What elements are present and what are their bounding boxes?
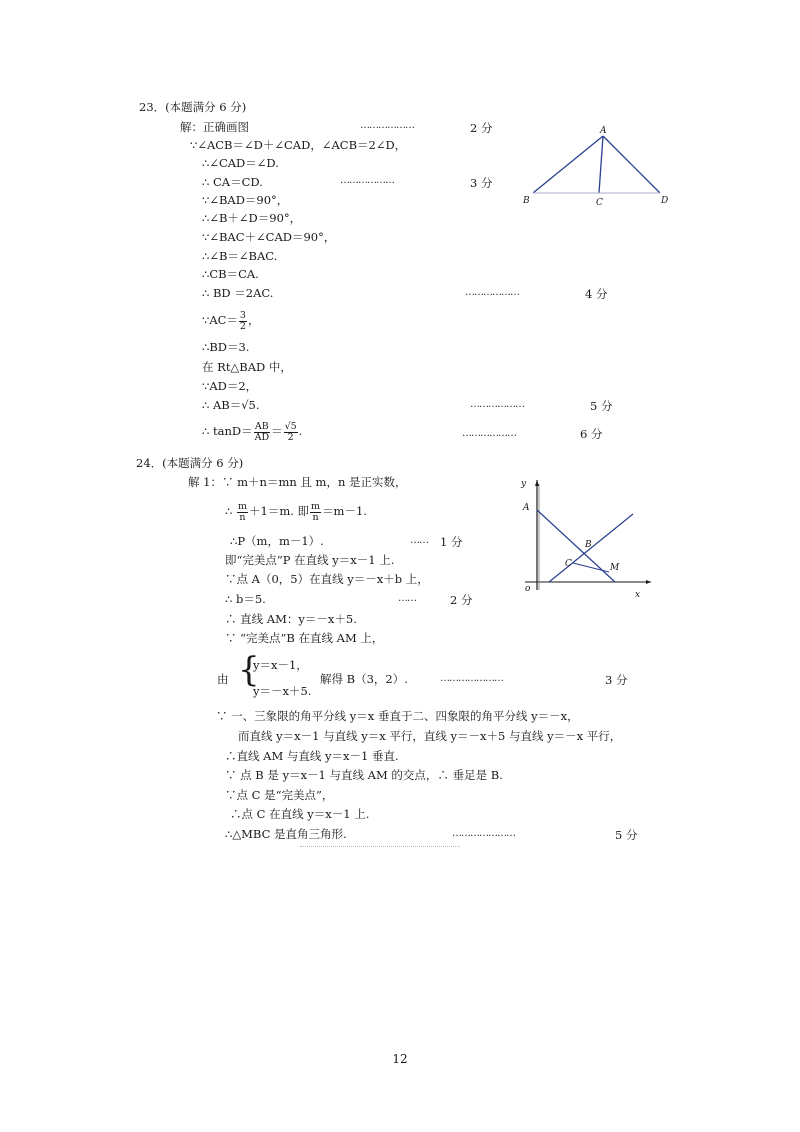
q23-line-tan: ∴ tanD＝ $\frac{AB}{AD}$ ＝ $\frac{√5}{2}$ .	[202, 420, 303, 443]
q23-line-4: ∵∠BAD＝90°，	[202, 193, 289, 207]
q23-line-11: ∴BD＝3.	[202, 340, 250, 354]
q23-line-5: ∴∠B＋∠D＝90°，	[202, 211, 302, 225]
q24-line-15: 而直线 y＝x－1 与直线 y＝x 平行，直线 y＝－x＋5 与直线 y＝－x 平行，	[238, 729, 622, 743]
q24-score-5: 5 分	[615, 828, 638, 842]
q24-line-18: ∵点 C 是“完美点”，	[225, 788, 334, 802]
q24-m-over-n-2: $\frac{m}{n}$	[311, 500, 321, 523]
q23-label-d: D	[661, 196, 669, 206]
q24-label-c: C	[565, 559, 572, 569]
q24-brace: {	[238, 650, 260, 690]
q24-you: 由	[217, 672, 229, 686]
q24-dots-3: …………………	[440, 673, 503, 684]
q24-m-over-n-1: $\frac{m}{n}$	[237, 500, 247, 523]
q23-triangle-figure	[515, 122, 675, 212]
q23-dots-1: ………………	[360, 120, 414, 131]
q23-segment-ac	[599, 136, 603, 193]
q23-line-solution: 解：正确画图	[180, 120, 249, 134]
q23-line-7: ∴∠B＝∠BAC.	[202, 249, 278, 263]
q24-eq-1: y＝x－1，	[253, 658, 308, 672]
q23-line-2: ∴∠CAD＝∠D.	[202, 156, 279, 170]
q24-segment-cm	[573, 563, 609, 572]
q23-score-5: 5 分	[590, 399, 613, 413]
q23-score-2: 2 分	[470, 121, 493, 135]
q24-coordinate-figure	[515, 476, 655, 600]
q24-dots-1: ……	[410, 535, 428, 546]
q23-dots-4: ………………	[470, 399, 524, 410]
q24-label-x: x	[635, 590, 641, 600]
q23-line-9: ∴ BD ＝2AC.	[202, 286, 274, 300]
q23-line-ac: ∵AC＝ $\frac{3}{2}$ ，	[202, 309, 260, 332]
q24-mn-result: ＝m－1.	[322, 504, 367, 518]
q24-dots-2: ……	[398, 593, 416, 604]
q24-label-b: B	[585, 540, 592, 550]
q24-line-19: ∴点 C 在直线 y＝x－1 上.	[230, 807, 370, 821]
q24-line-6: ∵点 A（0，5）在直线 y＝－x＋b 上，	[225, 572, 429, 586]
q24-header: 24．(本题满分 6 分)	[136, 456, 244, 470]
q23-line-12: 在 Rt△BAD 中，	[202, 360, 292, 374]
q24-label-y: y	[521, 479, 527, 489]
q23-line-8: ∴CB＝CA.	[202, 267, 259, 281]
q24-line-am	[537, 510, 615, 582]
q24-y-arrow	[535, 480, 539, 486]
q24-dots-4: …………………	[452, 828, 515, 839]
q24-therefore: ∴	[225, 504, 233, 518]
cutoff-line	[300, 846, 460, 851]
q23-header: 23．(本题满分 6 分)	[139, 100, 247, 114]
q23-tan-text: ∴ tanD＝	[202, 424, 253, 438]
q23-ac-fraction: $\frac{3}{2}$	[239, 309, 246, 332]
q23-dots-2: ………………	[340, 175, 394, 186]
q24-line-4: ∴P（m，m－1）.	[230, 534, 324, 548]
q24-line-5: 即“完美点”P 在直线 y＝x－1 上.	[225, 553, 395, 567]
q24-solve: 解得 B（3，2）.	[320, 672, 408, 686]
q23-label-c: C	[596, 198, 603, 208]
q23-side-ad	[603, 136, 660, 193]
q23-score-6: 6 分	[580, 427, 603, 441]
q24-label-o: o	[525, 584, 531, 594]
q24-score-1: 1 分	[440, 535, 463, 549]
q24-line-20: ∴△MBC 是直角三角形.	[225, 827, 347, 841]
q23-score-3: 3 分	[470, 176, 493, 190]
q24-line-14: ∵ 一、三象限的角平分线 y＝x 垂直于二、四象限的角平分线 y＝－x，	[216, 709, 579, 723]
q24-line-8: ∴ 直线 AM：y＝－x＋5.	[225, 612, 357, 626]
q23-line-3: ∴ CA＝CD.	[202, 175, 263, 189]
q24-score-3: 3 分	[605, 673, 628, 687]
q24-line-0: 解 1：∵ m＋n＝mn 且 m，n 是正实数，	[188, 475, 407, 489]
q24-line-16: ∴直线 AM 与直线 y＝x－1 垂直.	[225, 749, 399, 763]
q23-dots-3: ………………	[465, 287, 519, 298]
q24-eq-2: y＝－x＋5.	[253, 684, 312, 698]
q24-label-a: A	[523, 503, 530, 513]
q24-mn-eq: ＋1＝m. 即	[249, 504, 310, 518]
q23-label-b: B	[523, 196, 530, 206]
q23-ac-text: ∵AC＝	[202, 313, 238, 327]
q23-tan-fraction-1: $\frac{AB}{AD}$	[254, 420, 270, 443]
q23-line-6: ∵∠BAC＋∠CAD＝90°，	[202, 230, 336, 244]
q24-label-m: M	[610, 563, 620, 573]
q23-side-ab	[533, 136, 603, 193]
q24-line-17: ∵ 点 B 是 y＝x－1 与直线 AM 的交点，∴ 垂足是 B.	[225, 768, 503, 782]
q24-line-9: ∵ “完美点”B 在直线 AM 上，	[225, 631, 384, 645]
q24-x-arrow	[646, 580, 651, 584]
q23-label-a: A	[600, 126, 607, 136]
q23-dots-5: ………………	[462, 428, 516, 439]
q23-score-4: 4 分	[585, 287, 608, 301]
q23-line-13: ∵AD＝2，	[202, 379, 258, 393]
q23-line-14: ∴ AB＝√5.	[202, 398, 260, 412]
q23-tan-fraction-2: $\frac{√5}{2}$	[284, 420, 297, 443]
q23-line-1: ∵∠ACB＝∠D＋∠CAD，∠ACB＝2∠D，	[190, 138, 407, 152]
q24-line-7: ∴ b＝5.	[225, 592, 266, 606]
q24-score-2: 2 分	[450, 593, 473, 607]
q24-line-mn	[225, 498, 367, 524]
page-number: 12	[392, 1052, 408, 1066]
